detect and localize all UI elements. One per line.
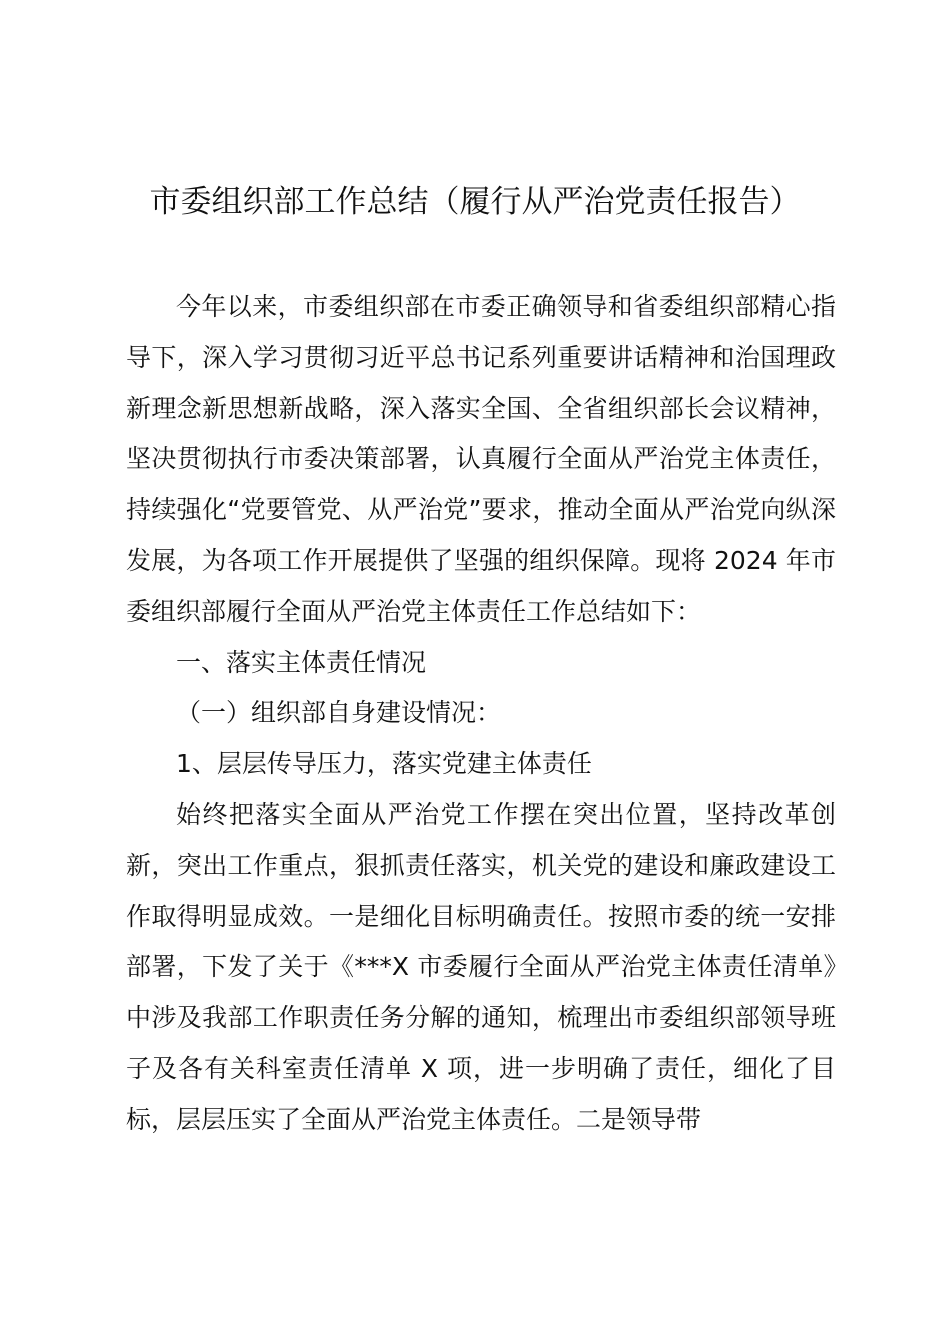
subsection-heading: （一）组织部自身建设情况：	[176, 698, 502, 728]
body-paragraph: 始终把落实全面从严治党工作摆在突出位置，坚持改革创新，突出工作重点，狠抓责任落实，机关党的建设和廉政建设工作取得明显成效。一是细化目标明确责任。按照市委的统一安排部署，下发了关于《***X 市委履行全面从严治党主体责任清单》中涉及我部工作职责任务分解的通知，梳理出市委组织部领导班子及各有关科室责任清单 X 项，进一步明确了责任，细化了目标，层层压实了全面从严治党主体责任。二是领导带	[126, 799, 836, 1134]
section-heading: 一、落实主体责任情况	[176, 647, 427, 677]
document-title: 市委组织部工作总结（履行从严治党责任报告）	[149, 184, 801, 220]
intro-paragraph: 今年以来，市委组织部在市委正确领导和省委组织部精心指导下，深入学习贯彻习近平总书记系列重要讲话精神和治国理政新理念新思想新战略，深入落实全国、全省组织部长会议精神，坚决贯彻执行市委决策部署，认真履行全面从严治党主体责任，持续强化“党要管党、从严治党”要求，推动全面从严治党向纵深发展，为各项工作开展提供了坚强的组织保障。现将 2024 年市委组织部履行全面从严治党主体责任工作总结如下：	[126, 292, 836, 626]
document-body	[126, 282, 836, 1146]
item-heading: 1、层层传导压力，落实党建主体责任	[176, 749, 592, 779]
